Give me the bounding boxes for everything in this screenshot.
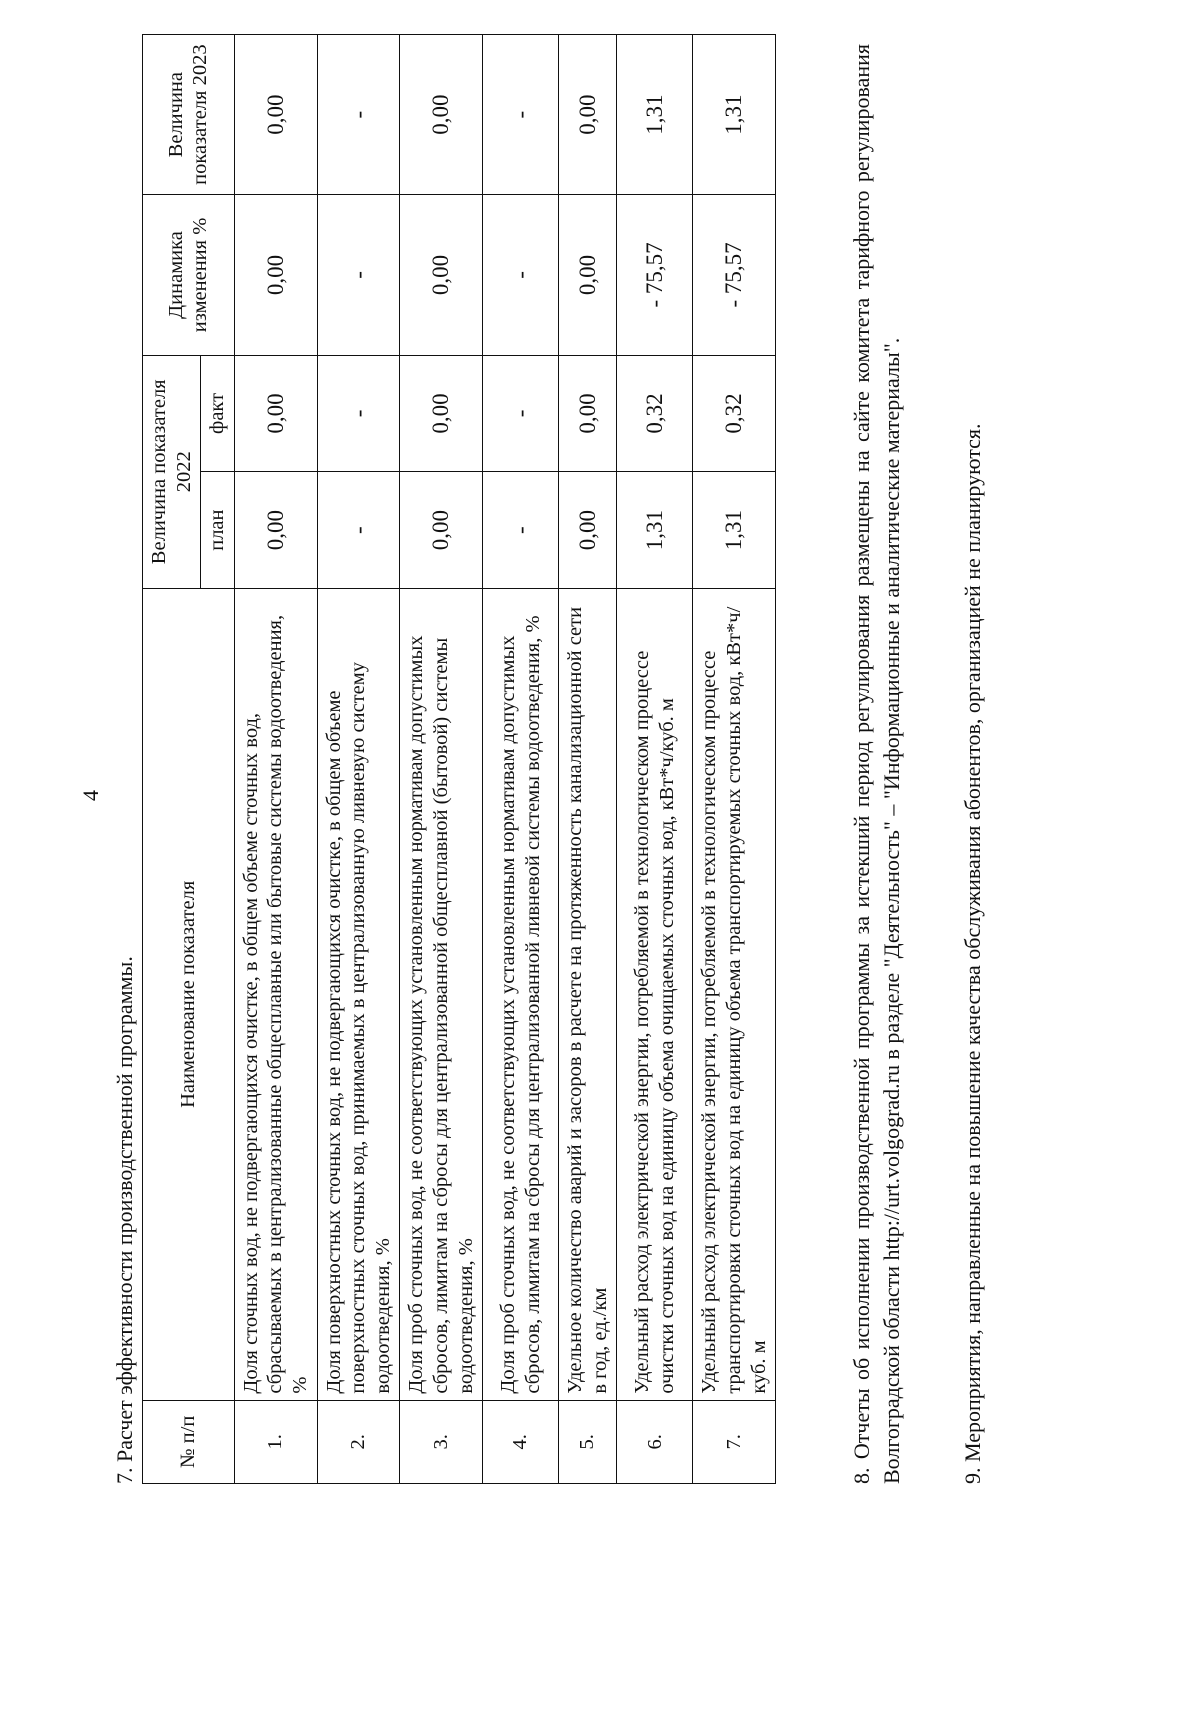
table-row: [483, 35, 559, 1484]
row-value-2023: -: [483, 35, 559, 195]
row-name: Удельное количество аварий и засоров в расчете на протяженность канализационной сети в год, ед./км: [559, 588, 617, 1400]
row-dynamics: 0,00: [400, 195, 483, 355]
row-plan: -: [483, 472, 559, 589]
row-name: Доля сточных вод, не подвергающихся очистке, в общем объеме сточных вод, сбрасываемых в централизованные общесплавные или бытовые системы водоотведения, %: [234, 588, 317, 1400]
row-fact: 0,00: [559, 355, 617, 472]
header-value-2023: Величина показателя 2023: [143, 35, 235, 195]
efficiency-table: [142, 34, 776, 1484]
row-plan: -: [317, 472, 400, 589]
row-plan: 0,00: [234, 472, 317, 589]
header-num: № п/п: [143, 1400, 235, 1483]
row-fact: 0,32: [693, 355, 776, 472]
row-fact: -: [483, 355, 559, 472]
table-header-row: [143, 35, 201, 1484]
header-value-2022: Величина показателя 2022: [143, 355, 201, 588]
row-num: 6.: [617, 1400, 693, 1483]
table-row: [559, 35, 617, 1484]
row-name: Доля проб сточных вод, не соответствующих установленным нормативам допустимых сбросов, лимитам на сбросы для централизованной ливневой системы водоотведения, %: [483, 588, 559, 1400]
table-row: [400, 35, 483, 1484]
row-num: 4.: [483, 1400, 559, 1483]
table-row: [617, 35, 693, 1484]
header-name: Наименование показателя: [143, 588, 235, 1400]
row-value-2023: 0,00: [400, 35, 483, 195]
header-fact: факт: [201, 355, 235, 472]
row-fact: 0,00: [400, 355, 483, 472]
table-row: [234, 35, 317, 1484]
row-fact: 0,32: [617, 355, 693, 472]
row-dynamics: 0,00: [234, 195, 317, 355]
section-title: 7. Расчет эффективности производственной программы.: [112, 956, 137, 1484]
header-plan: план: [201, 472, 235, 589]
row-num: 1.: [234, 1400, 317, 1483]
row-value-2023: -: [317, 35, 400, 195]
row-name: Доля поверхностных сточных вод, не подвергающихся очистке, в общем объеме поверхностных сточных вод, принимаемых в централизованную ливневую систему водоотведения, %: [317, 588, 400, 1400]
row-value-2023: 1,31: [693, 35, 776, 195]
row-dynamics: -: [483, 195, 559, 355]
row-value-2023: 0,00: [559, 35, 617, 195]
row-name: Доля проб сточных вод, не соответствующих установленным нормативам допустимых сбросов, лимитам на сбросы для централизованной общесплавной (бытовой) системы водоотведения, %: [400, 588, 483, 1400]
paragraph-9: 9. Мероприятия, направленные на повышение качества обслуживания абонентов, организацией не планируются.: [960, 423, 985, 1484]
row-dynamics: -: [317, 195, 400, 355]
page-number: 4: [78, 790, 103, 801]
table-row: [317, 35, 400, 1484]
row-num: 5.: [559, 1400, 617, 1483]
table-row: [693, 35, 776, 1484]
row-plan: 0,00: [400, 472, 483, 589]
row-dynamics: 0,00: [559, 195, 617, 355]
row-dynamics: - 75,57: [617, 195, 693, 355]
row-num: 2.: [317, 1400, 400, 1483]
row-num: 3.: [400, 1400, 483, 1483]
row-fact: 0,00: [234, 355, 317, 472]
header-dynamics: Динамика изменения %: [143, 195, 235, 355]
row-plan: 1,31: [693, 472, 776, 589]
row-fact: -: [317, 355, 400, 472]
row-plan: 0,00: [559, 472, 617, 589]
row-name: Удельный расход электрической энергии, потребляемой в технологическом процессе транспортировки сточных вод на единицу объема транспортируемых сточных вод, кВт*ч/куб. м: [693, 588, 776, 1400]
row-value-2023: 0,00: [234, 35, 317, 195]
row-value-2023: 1,31: [617, 35, 693, 195]
row-name: Удельный расход электрической энергии, потребляемой в технологическом процессе очистки сточных вод на единицу объема очищаемых сточных вод, кВт*ч/куб. м: [617, 588, 693, 1400]
paragraph-8: 8. Отчеты об исполнении производственной программы за истекший период регулирования размещены на сайте комитета тарифного регулирования Волгоградской области http://urt.volgograd.ru в разделе "Деятельность" – "Информационные и аналитические материалы".: [849, 44, 904, 1484]
row-plan: 1,31: [617, 472, 693, 589]
row-dynamics: - 75,57: [693, 195, 776, 355]
row-num: 7.: [693, 1400, 776, 1483]
